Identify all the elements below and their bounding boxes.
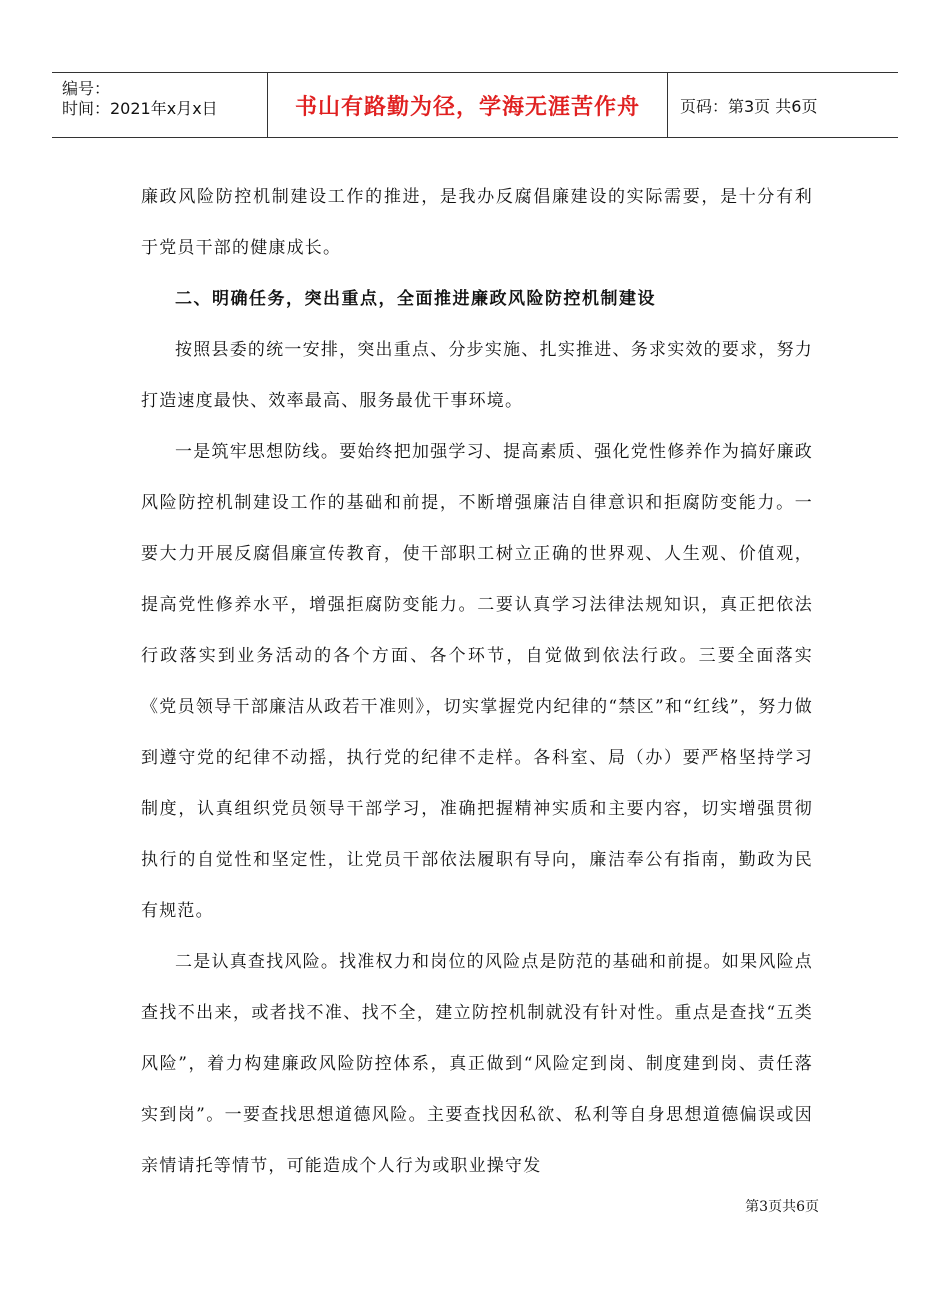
header-page-info: 页码：第3页 共6页: [680, 96, 818, 116]
paragraph-point-one: 一是筑牢思想防线。要始终把加强学习、提高素质、强化党性修养作为搞好廉政风险防控机制建设工作的基础和前提，不断增强廉洁自律意识和拒腐防变能力。一要大力开展反腐倡廉宣传教育，使干部职工树立正确的世界观、人生观、价值观，提高党性修养水平，增强拒腐防变能力。二要认真学习法律法规知识，真正把依法行政落实到业务活动的各个方面、各个环节，自觉做到依法行政。三要全面落实《党员领导干部廉洁从政若干准则》，切实掌握党内纪律的“禁区”和“红线”，努力做到遵守党的纪律不动摇，执行党的纪律不走样。各科室、局（办）要严格坚持学习制度，认真组织党员领导干部学习，准确把握精神实质和主要内容，切实增强贯彻执行的自觉性和坚定性，让党员干部依法履职有导向，廉洁奉公有指南，勤政为民有规范。: [141, 442, 813, 921]
paragraph-point-two: 二是认真查找风险。找准权力和岗位的风险点是防范的基础和前提。如果风险点查找不出来，或者找不准、找不全，建立防控机制就没有针对性。重点是查找“五类风险”，着力构建廉政风险防控体系，真正做到“风险定到岗、制度建到岗、责任落实到岗”。一要查找思想道德风险。主要查找因私欲、私利等自身思想道德偏误或因亲情请托等情节，可能造成个人行为或职业操守发: [141, 952, 813, 1176]
section-heading: 二、明确任务，突出重点，全面推进廉政风险防控机制建设: [175, 289, 656, 309]
serial-label: 编号：: [62, 79, 111, 98]
document-body: [141, 172, 813, 1192]
header-motto: 书山有路勤为径，学海无涯苦作舟: [268, 73, 668, 137]
page-footer: 第3页共6页: [745, 1199, 819, 1215]
time-label: 时间：2021年x月x日: [62, 99, 218, 118]
header-meta: [52, 73, 268, 137]
paragraph-continuation: 廉政风险防控机制建设工作的推进，是我办反腐倡廉建设的实际需要，是十分有利于党员干部的健康成长。: [141, 187, 813, 258]
page-header: [52, 72, 898, 138]
paragraph-intro: 按照县委的统一安排，突出重点、分步实施、扎实推进、务求实效的要求，努力打造速度最快、效率最高、服务最优干事环境。: [141, 340, 813, 411]
